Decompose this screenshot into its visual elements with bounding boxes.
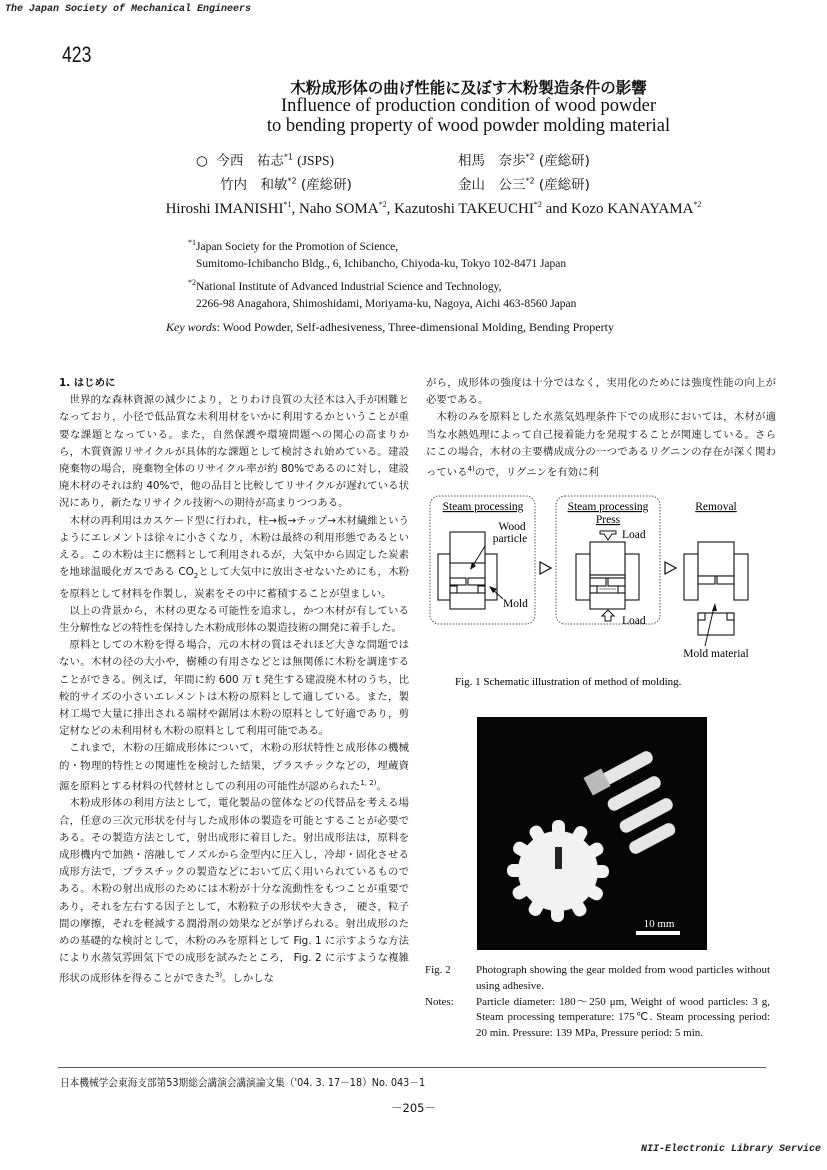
- affiliation-1: $^{*1}$Japan Society for the Promotion of Science,: [188, 238, 399, 253]
- title-japanese: 木粉成形体の曲げ性能に及ぼす木粉製造条件の影響: [290, 79, 647, 97]
- page-number: －205－: [391, 1101, 436, 1115]
- title-english-line2: to bending property of wood powder molding material: [266, 116, 671, 136]
- presenter-marker: ○: [196, 153, 208, 169]
- author-jp-3: 竹内 和敏$^{*2}$ (産総研): [220, 176, 352, 193]
- citation: 4): [467, 465, 475, 474]
- affiliation-2: $^{*2}$National Institute of Advanced Industrial Science and Technology,: [188, 277, 502, 293]
- arrowhead: [712, 603, 717, 611]
- section-heading: 1. はじめに: [59, 377, 116, 389]
- nii-service-label: NII-Electronic Library Service: [640, 1144, 821, 1155]
- fig2-photograph: [477, 717, 707, 950]
- mold-assembly-2: [576, 542, 639, 609]
- body-right-column: [426, 375, 776, 482]
- notes-label: Notes:: [425, 995, 454, 1008]
- fig2-caption: Photograph showing the gear molded from wood particles without using adhesive.: [476, 964, 770, 992]
- label-load-top: Load: [622, 529, 646, 541]
- fig2-notes: Particle diameter: 180～250 μm, Weight of wood particles: 3 g, Steam processing temperature: 175℃. Steam processing period: 20 min. Pressure: 139 MPa, Pressure period: 5 min.: [476, 995, 770, 1040]
- author-jp-4: 金山 公三$^{*2}$ (産総研): [458, 176, 590, 193]
- scale-bar-label: 10 mm: [643, 918, 675, 930]
- label-mold: Mold: [503, 598, 528, 610]
- authors-english: Hiroshi IMANISHI$^{*1}$, Naho SOMA$^{*2}$, Kazutoshi TAKEUCHI$^{*2}$ and Kozo KANAYAMA$^{*2}$: [165, 200, 702, 217]
- mold-assembly-1: [438, 532, 497, 609]
- paragraph: がら，成形体の強度は十分ではなく，実用化のためには強度性能の向上が必要である。: [426, 377, 776, 407]
- label-step3: Removal: [695, 501, 737, 513]
- paragraph: 木材の再利用はカスケード型に行われ，柱→板→チップ→木材繊維というようにエレメントは徐々に小さくなり，木粉は最終の利用形態であるといえる。この木粉は主に燃料として利用されるが，大気中から固定した炭素を地球温暖化ガスである $CO_2$として大気中に放出させないためにも，木粉を原料として材料を作製し，炭素をその中に蓄積することが望ましい。: [59, 514, 409, 600]
- fig1-caption: Fig. 1 Schematic illustration of method of molding.: [455, 676, 682, 688]
- paragraph: 世界的な森林資源の減少により，とりわけ良質の大径木は入手が困難となっており，小径で低品質な未利用材をいかに利用するかということが重要な課題となっている。また，自然保護や環境問題への関心の高まりから，木質資源リサイクルが具体的な課題として検討され始めている。建設廃棄物の場合，廃棄物全体のリサイクル率が約 80%であるのに対し，建設廃木材のそれは約 40%で，他の品目と比較してリサイクルが遅れている状況にあり，新たなリサイクル技術への期待が高まりつつある。: [59, 394, 409, 510]
- load-arrow-down-icon: [600, 531, 616, 540]
- keywords: [166, 320, 614, 335]
- fig2-label: Fig. 2: [425, 964, 451, 976]
- affiliations: $^{*1}$Japan Society for the Promotion of Science, Sumitomo-Ichibancho Bldg., 6, Ichibancho, Chiyoda-ku, Tokyo 102-8471 Japan $^{*2}$National Institute of Advanced Industrial Science and Technology, 2266-98 Anagahora, Shimoshidami, Moriyama-ku, Nagoya, Aichi 463-8560 Japan: [188, 234, 576, 314]
- paragraph: 以上の背景から，木材の更なる可能性を追求し，かつ木材が有している生分解性などの特性を保持した木粉成形体の製造技術の開発に着手した。: [59, 604, 409, 634]
- proceedings-citation: 日本機械学会東海支部第53期総会講演会講演論文集（'04. 3. 17－18）No. 043－1: [60, 1077, 426, 1089]
- body-left-column: [59, 375, 409, 988]
- keywords-label: Key words: [166, 320, 217, 334]
- citation: 1, 2): [360, 778, 377, 787]
- title-english-line1: Influence of production condition of wood powder: [280, 96, 657, 116]
- fig1-diagram: [425, 490, 795, 690]
- label-wood-particle-1: Wood: [498, 521, 526, 533]
- step-arrow-icon: [665, 562, 676, 574]
- label-mold-material: Mold material: [683, 648, 749, 660]
- gear-keyway: [555, 847, 562, 869]
- fig2-caption-block: [425, 963, 770, 1042]
- load-arrow-up-icon: [602, 610, 614, 621]
- label-step2a: Steam processing: [567, 501, 649, 513]
- footer-divider: [58, 1067, 766, 1068]
- paragraph: 木粉のみを原料とした水蒸気処理条件下での成形においては，木材が適当な水熱処理によって自己接着能力を発現することが関連している。さらにこの場合，木材の主要構成成分の一つであるリグニンの存在が深く関わっている$^{4)}$ので，リグニンを有効に利: [426, 411, 776, 479]
- author-jp-2: 相馬 奈歩$^{*2}$ (産総研): [458, 152, 590, 169]
- gear-photo-illustration: [477, 717, 707, 950]
- society-header: The Japan Society of Mechanical Engineers: [5, 4, 252, 15]
- label-step1: Steam processing: [442, 501, 524, 513]
- keywords-text: : Wood Powder, Self-adhesiveness, Three-dimensional Molding, Bending Property: [216, 320, 614, 334]
- mold-assembly-3: [684, 542, 748, 635]
- title-english: [0, 96, 827, 136]
- citation: 3): [214, 971, 223, 980]
- label-load-bottom: Load: [622, 615, 646, 627]
- label-wood-particle-2: particle: [492, 533, 528, 545]
- paragraph: これまで，木粉の圧縮成形体について，木粉の形状特性と成形体の機械的・物理的特性との関連性を検討した結果，プラスチックなどの，埋蔵資源を原料とする材料の代替材としての利用の可能性が認められた$^{1, 2)}$。: [59, 742, 409, 793]
- step-arrow-icon: [540, 562, 551, 574]
- paragraph: 原料としての木粉を得る場合，元の木材の質はそれほど大きな問題ではない。木材の径の大小や，樹種の有用さなどとは無関係に木粉を調達することができる。例えば，年間に約 600 万 t 発生する建設廃木材のうち，比較的サイズの小さいエレメントは木粉の原料として適している。また，製材工場で大量に排出される端材や鋸屑は木粉の原料として好適であり，剪定材などの未利用材も木粉の原料として利用可能である。: [59, 639, 409, 738]
- label-step2b: Press: [595, 514, 621, 526]
- paper-number: 423: [62, 42, 92, 67]
- author-jp-1: ○ 今西 祐志$^{*1}$ (JSPS): [196, 152, 335, 169]
- paragraph: 木粉成形体の利用方法として，電化製品の筐体などの代替品を考える場合，任意の三次元形状を付与した成形体の製造を可能とすることが必要である。その製造方法として，射出成形に着目した。射出成形法は，原料を成形機内で加熱・溶融してノズルから金型内に圧入し，冷却・固化させる成形方法で，プラスチックの製造などにおいて広く用いられているものである。木粉の射出成形のためには木粉が十分な流動性をもつことが重要であり，それを左右する因子として，木粉粒子の形状や大きさ， 硬さ，粒子間の摩擦，それを軽減する潤滑剤の効果などが挙げられる。射出成形のための基礎的な検討として，木粉のみを原料として Fig. 1 に示すような方法により水蒸気雰囲気下での成形を試みたところ， Fig. 2 に示すような複雑形状の成形体を得ることができた$^{3)}$。しかしな: [59, 797, 409, 985]
- scale-bar: [636, 931, 680, 935]
